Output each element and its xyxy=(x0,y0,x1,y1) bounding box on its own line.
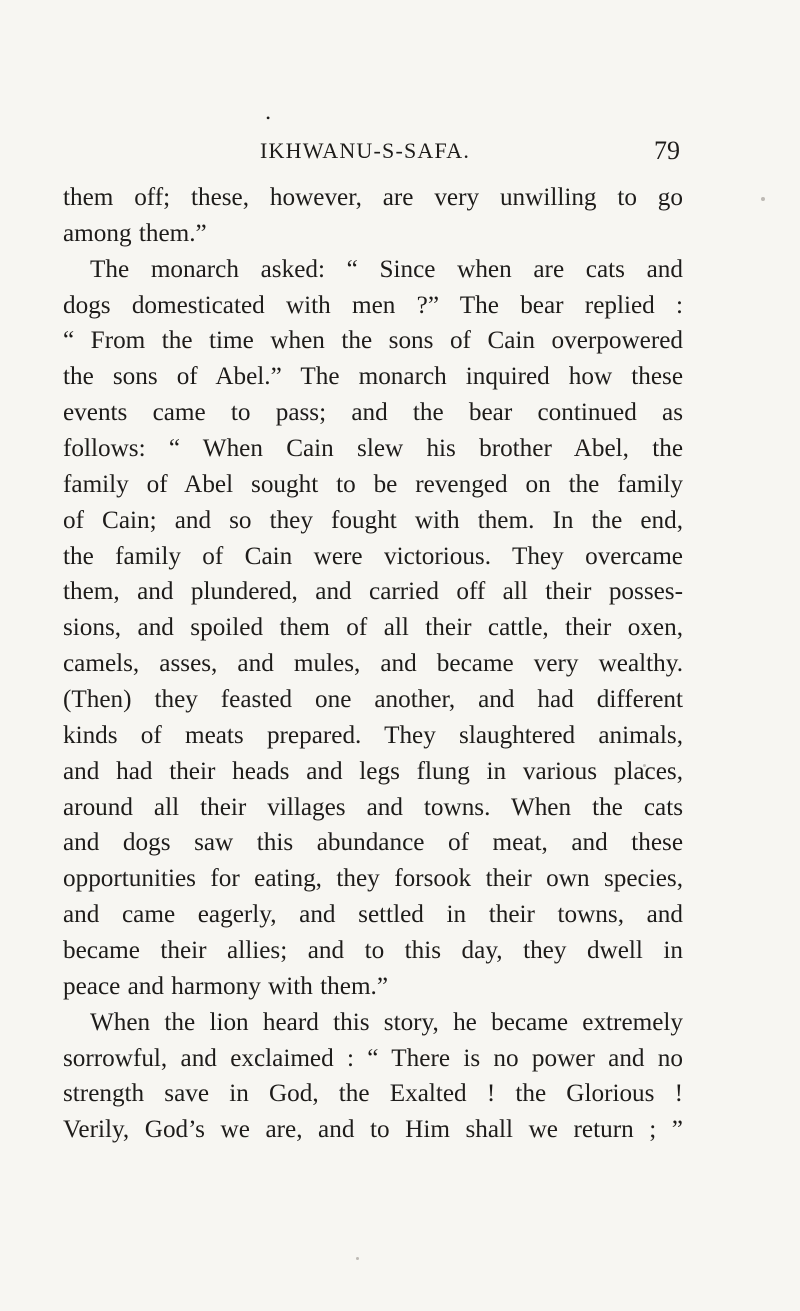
text-line: events came to pass; and the bear continued as xyxy=(63,399,683,427)
text-line: and dogs saw this abundance of meat, and these xyxy=(63,829,683,857)
text-line: The monarch asked: “ Since when are cats and xyxy=(90,255,683,283)
text-line: follows: “ When Cain slew his brother Abel, the xyxy=(63,435,683,463)
text-line: camels, asses, and mules, and became very wealthy. xyxy=(63,650,683,678)
text-line: sorrowful, and exclaimed : “ There is no power and no xyxy=(63,1044,683,1072)
text-line: (Then) they feasted one another, and had different xyxy=(63,686,683,714)
text-line: them off; these, however, are very unwilling to go xyxy=(63,184,683,211)
text-line: among them.” xyxy=(63,219,207,247)
text-line: the sons of Abel.” The monarch inquired how these xyxy=(63,363,683,391)
text-line: opportunities for eating, they forsook their own species, xyxy=(63,865,683,893)
text-line: kinds of meats prepared. They slaughtered animals, xyxy=(63,721,683,749)
running-title: IKHWANU-S-SAFA. xyxy=(260,138,471,163)
text-line: peace and harmony with them.” xyxy=(63,972,389,1000)
text-line: them, and plundered, and carried off all their posses- xyxy=(63,578,683,606)
text-line: family of Abel sought to be revenged on the family xyxy=(63,470,683,498)
text-line: around all their villages and towns. When the cats xyxy=(63,793,683,821)
text-line: sions, and spoiled them of all their cattle, their oxen, xyxy=(63,614,683,642)
text-line: When the lion heard this story, he became extremely xyxy=(90,1008,683,1036)
text-line: and came eagerly, and settled in their towns, and xyxy=(63,901,683,929)
text-line: dogs domesticated with men ?” The bear replied : xyxy=(63,291,683,319)
printer-mark: • xyxy=(266,111,271,125)
paper-speck xyxy=(761,197,765,201)
text-line: Verily, God’s we are, and to Him shall we return ; ” xyxy=(63,1116,683,1144)
text-line: the family of Cain were victorious. They overcame xyxy=(63,542,683,570)
text-line: of Cain; and so they fought with them. In the end, xyxy=(63,506,683,534)
text-line: and had their heads and legs flung in various places, xyxy=(63,757,683,785)
text-line: “ From the time when the sons of Cain overpowered xyxy=(63,327,683,355)
text-line: became their allies; and to this day, they dwell in xyxy=(63,937,683,965)
body-text xyxy=(63,180,683,1148)
page-number: 79 xyxy=(654,136,680,165)
paper-speck xyxy=(643,764,646,767)
paper-speck xyxy=(356,1257,359,1260)
text-line: strength save in God, the Exalted ! the Glorious ! xyxy=(63,1080,683,1108)
page-header xyxy=(260,135,680,167)
